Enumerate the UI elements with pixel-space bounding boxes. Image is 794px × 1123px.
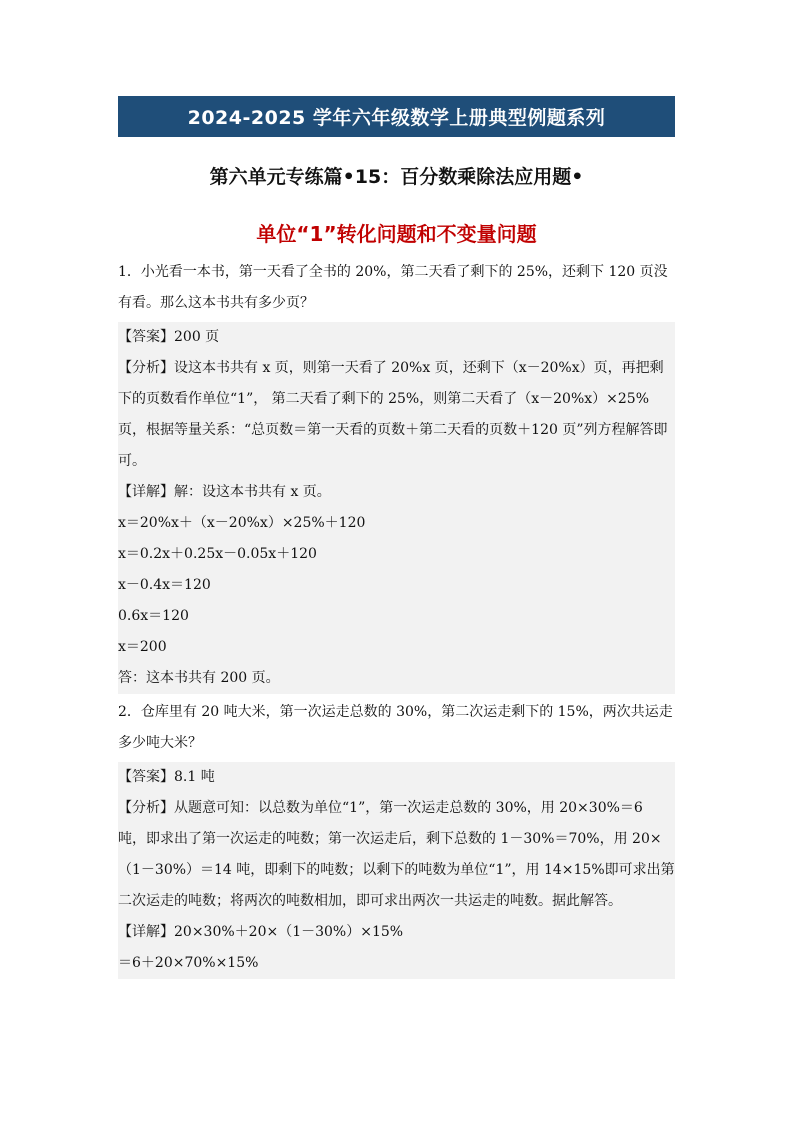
unit-title: 第六单元专练篇•15：百分数乘除法应用题• <box>209 166 584 188</box>
topic-title: 单位“1”转化问题和不变量问题 <box>256 222 537 246</box>
problem-1-conclusion: 答：这本书共有 200 页。 <box>118 670 280 686</box>
series-banner: 2024-2025 学年六年级数学上册典型例题系列 <box>118 96 675 137</box>
equation-step: x＝0.2x＋0.25x－0.05x＋120 <box>118 546 317 562</box>
analysis-text: 设这本书共有 x 页，则第一天看了 20%x 页，还剩下（x－20%x）页，再把剩下的页数看作单位“1”， 第二天看了剩下的 25%，则第二天看了（x－20%x）×25%页，根据等量关系：“总页数＝第一天看的页数＋第二天看的页数＋120 页”列方程解答即可。 <box>118 360 668 469</box>
detail-intro: 20×30%＋20×（1－30%）×15% <box>174 924 404 940</box>
equation-step: x＝200 <box>118 639 167 655</box>
problem-1-question: 1．小光看一本书，第一天看了全书的 20%，第二天看了剩下的 25%，还剩下 120 页没有看。那么这本书共有多少页？ <box>118 264 668 311</box>
equation-step: x＝20%x＋（x－20%x）×25%＋120 <box>118 515 366 531</box>
answer-value: 8.1 吨 <box>174 769 215 785</box>
problem-2-answer <box>118 762 675 793</box>
worksheet-content <box>118 254 675 979</box>
problem-1-detail <box>118 477 675 508</box>
detail-intro: 解：设这本书共有 x 页。 <box>174 484 331 500</box>
problem-2-solution <box>118 762 675 979</box>
equation-step: 0.6x＝120 <box>118 608 189 624</box>
problem-2-detail <box>118 917 675 948</box>
problem-1-answer <box>118 322 675 353</box>
analysis-label: 【分析】 <box>118 800 174 816</box>
problem-1-solution <box>118 322 675 694</box>
equation-step: ＝6＋20×70%×15% <box>118 955 259 971</box>
problem-2-analysis <box>118 793 675 917</box>
answer-label: 【答案】 <box>118 769 174 785</box>
answer-value: 200 页 <box>174 329 220 345</box>
detail-label: 【详解】 <box>118 924 174 940</box>
problem-2-question: 2．仓库里有 20 吨大米，第一次运走总数的 30%，第二次运走剩下的 15%，两次共运走多少吨大米？ <box>118 704 673 751</box>
equation-step: x－0.4x＝120 <box>118 577 211 593</box>
problem-1-analysis <box>118 353 675 477</box>
analysis-label: 【分析】 <box>118 360 174 376</box>
detail-label: 【详解】 <box>118 484 174 500</box>
analysis-text: 从题意可知：以总数为单位“1”，第一次运走总数的 30%，用 20×30%＝6 吨，即求出了第一次运走的吨数；第一次运走后，剩下总数的 1－30%＝70%，用 20×（1－30%）＝14 吨，即剩下的吨数；以剩下的吨数为单位“1”，用 14×15%即可求出第二次运走的吨数；将两次的吨数相加，即可求出两次一共运走的吨数。据此解答。 <box>118 800 675 909</box>
answer-label: 【答案】 <box>118 329 174 345</box>
